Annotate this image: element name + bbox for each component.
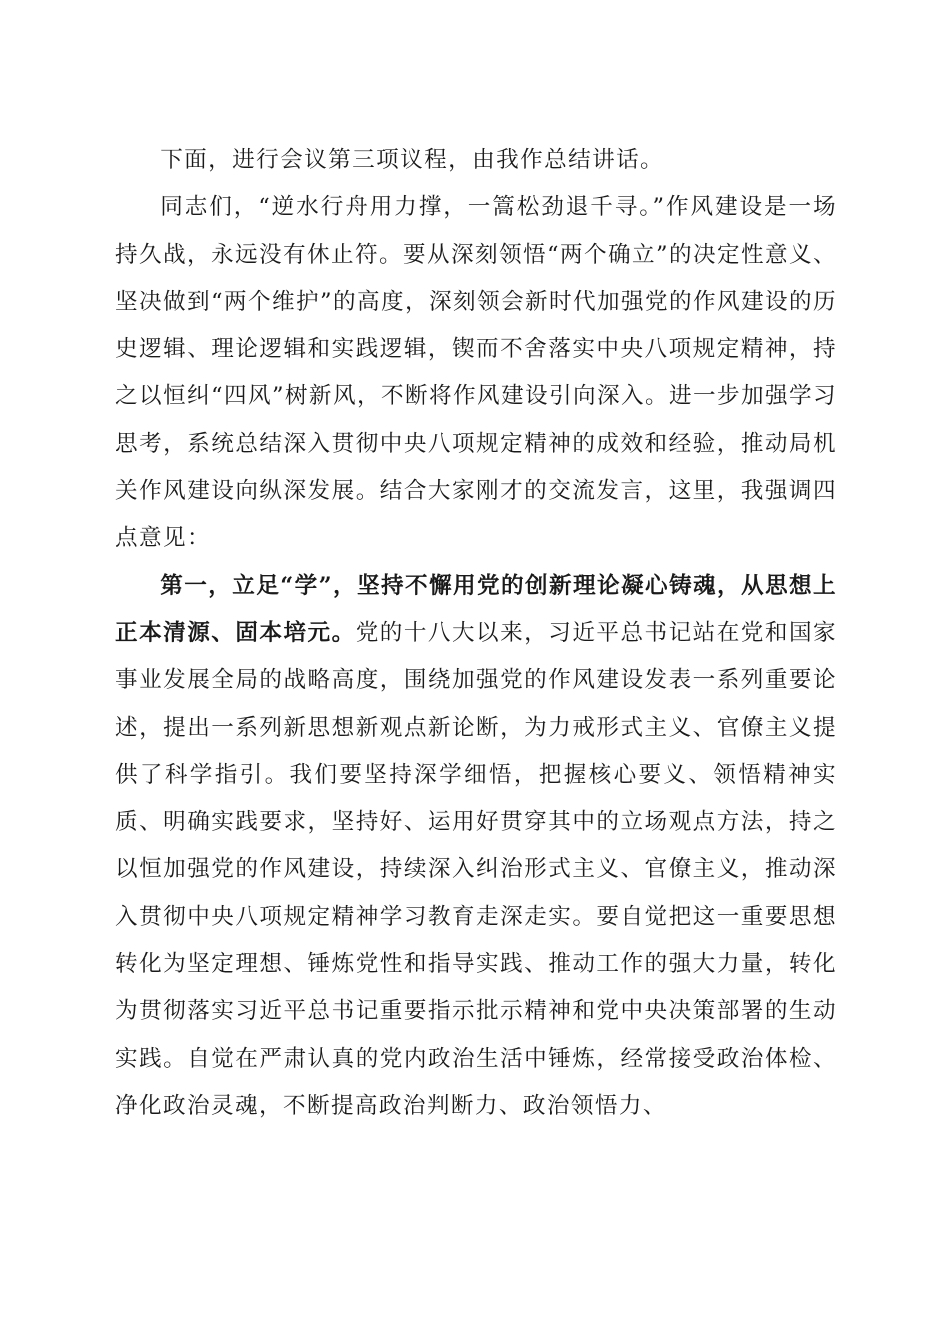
paragraph-intro <box>115 184 837 562</box>
paragraph-intro-text: 同志们，“逆水行舟用力撑，一篙松劲退千寻。”作风建设是一场持久战，永远没有休止符。要从深刻领悟“两个确立”的决定性意义、坚决做到“两个维护”的高度，深刻领会新时代加强党的作风建设的历史逻辑、理论逻辑和实践逻辑，锲而不舍落实中央八项规定精神，持之以恒纠“四风”树新风，不断将作风建设引向深入。进一步加强学习思考，系统总结深入贯彻中央八项规定精神的成效和经验，推动局机关作风建设向纵深发展。结合大家刚才的交流发言，这里，我强调四点意见： <box>115 194 837 552</box>
paragraph-point-one <box>115 563 837 1131</box>
paragraph-agenda <box>115 137 837 184</box>
paragraph-agenda-text: 下面，进行会议第三项议程，由我作总结讲话。 <box>160 147 665 173</box>
point-one-heading: 第一，立足“学”，坚持不懈用党的创新理论凝心铸魂，从思想上正本清源、固本培元。 <box>115 572 837 646</box>
point-one-body: 党的十八大以来，习近平总书记站在党和国家事业发展全局的战略高度，围绕加强党的作风建设发表一系列重要论述，提出一系列新思想新观点新论断，为力戒形式主义、官僚主义提供了科学指引。我们要坚持深学细悟，把握核心要义、领悟精神实质、明确实践要求，坚持好、运用好贯穿其中的立场观点方法，持之以恒加强党的作风建设，持续深入纠治形式主义、官僚主义，推动深入贯彻中央八项规定精神学习教育走深走实。要自觉把这一重要思想转化为坚定理想、锤炼党性和指导实践、推动工作的强大力量，转化为贯彻落实习近平总书记重要指示批示精神和党中央决策部署的生动实践。自觉在严肃认真的党内政治生活中锤炼，经常接受政治体检、净化政治灵魂，不断提高政治判断力、政治领悟力、 <box>115 619 838 1119</box>
document-body <box>115 137 837 1130</box>
